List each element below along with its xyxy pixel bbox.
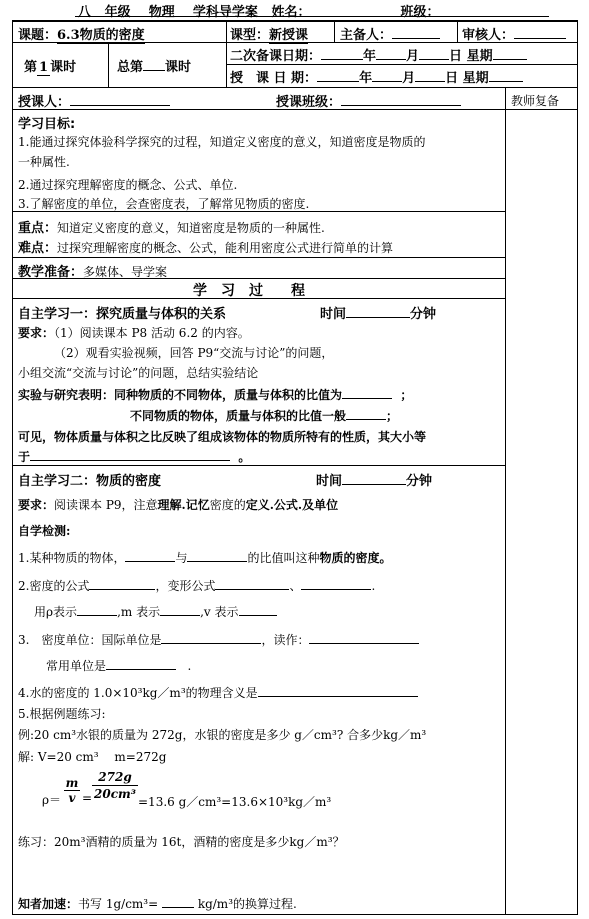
si-unit-blank[interactable] <box>161 632 261 644</box>
experiment-text-a: 实验与研究表明：同种物质的不同物体，质量与体积的比值为 <box>18 388 343 402</box>
q3-d: . <box>187 659 192 673</box>
preparer-label: 主备人： <box>340 28 393 43</box>
m-blank[interactable] <box>160 604 200 616</box>
doc-type: 学科导学案 <box>192 5 258 20</box>
goals-title: 学习目标: <box>18 117 76 132</box>
lesson-type-value: 新授课 <box>269 28 309 43</box>
q2-b: ，变形公式 <box>155 579 216 593</box>
fraction-denominator: 20cm³ <box>94 787 136 801</box>
second-prep-month-blank[interactable] <box>376 48 406 60</box>
section-1-time-blank[interactable] <box>346 306 410 318</box>
topic-value: 6.3物质的密度 <box>57 28 145 43</box>
second-prep-date-row <box>230 45 527 64</box>
section-1-req-1 <box>18 324 250 341</box>
punct: 。 <box>238 450 251 464</box>
punct: ； <box>386 409 399 423</box>
week-label: 星期 <box>466 49 493 64</box>
key-point-label: 重点： <box>18 221 58 236</box>
common-unit-blank[interactable] <box>106 658 176 670</box>
question-5: 5.根据例题练习: <box>18 707 106 721</box>
q3-c: 常用单位是 <box>46 659 107 673</box>
day-label: 日 <box>449 49 463 64</box>
prefix: 于 <box>18 450 31 464</box>
lesson-suffix: 课时 <box>50 60 77 75</box>
q3-b: ，读作： <box>261 633 310 647</box>
section-2-title: 自主学习二：物质的密度 <box>18 474 162 489</box>
q1-a: 1.某种物质的物体， <box>18 551 126 565</box>
total-blank[interactable] <box>143 59 165 71</box>
second-prep-label: 二次备课日期： <box>230 49 322 64</box>
punct: ； <box>400 388 413 402</box>
v-symbol-text: ,v 表示 <box>200 605 239 619</box>
teach-week-blank[interactable] <box>489 70 523 82</box>
second-prep-year-blank[interactable] <box>321 48 363 60</box>
section-1-req-2: （2）观看实验视频，回答 P9“交流与讨论”的问题， <box>54 346 334 360</box>
reviewer-label: 审核人： <box>462 28 515 43</box>
grade: 八 <box>78 5 92 20</box>
topic-label: 课题： <box>18 28 58 43</box>
q3-a: 3. 密度单位：国际单位是 <box>18 633 162 647</box>
requirement-label: 要求： <box>18 498 55 512</box>
fraction-numerator: m <box>65 776 79 790</box>
time-label: 时间 <box>320 307 347 322</box>
day-label: 日 <box>445 71 459 86</box>
req-b: 理解.记忆 <box>157 498 210 512</box>
teacher-label: 授课人： <box>18 95 71 110</box>
ratio-same-blank[interactable] <box>342 387 392 399</box>
q1-b: 与 <box>175 551 188 565</box>
teacher-cell <box>18 91 170 110</box>
teach-year-blank[interactable] <box>317 70 359 82</box>
subject: 物理 <box>148 5 175 20</box>
section-2-requirement <box>18 496 338 513</box>
year-label: 年 <box>363 49 377 64</box>
fraction-numerator: 272g <box>92 770 138 786</box>
question-2 <box>18 577 375 594</box>
section-1-time <box>320 303 436 322</box>
question-1 <box>18 549 392 566</box>
teach-day-blank[interactable] <box>415 70 445 82</box>
req-c: 密度的 <box>209 498 246 512</box>
process-title: 学 习 过 程 <box>193 283 305 299</box>
rho-symbol-text: 用ρ表示 <box>34 605 78 619</box>
q1-c: 的比值叫这种 <box>247 551 320 565</box>
teach-class-label: 授课班级： <box>276 95 342 110</box>
experiment-line-c: 可见，物体质量与体积之比反映了组成该物体的物质所特有的性质，其大小等 <box>18 430 427 444</box>
class-label: 班级： <box>400 5 440 20</box>
lesson-number: 1 <box>39 60 49 75</box>
q2-d: . <box>371 579 376 593</box>
example-given: 解: V=20 cm³ m=272g <box>18 750 167 764</box>
example-problem: 例:20 cm³水银的质量为 272g，水银的密度是多少 g／cm³? 合多少kg／m³ <box>18 728 427 742</box>
lesson-number-cell <box>24 56 76 75</box>
extension-a: 书写 1g/cm³= <box>78 897 159 911</box>
teach-class-cell <box>276 91 461 110</box>
variant-formula-blank-2[interactable] <box>301 578 371 590</box>
teach-date-label: 授 课 日 期： <box>230 71 318 86</box>
formula-blank[interactable] <box>89 578 155 590</box>
fraction-m-over-v <box>64 776 80 805</box>
section-1-req-3: 小组交流“交流与讨论”的问题，总结实验结论 <box>18 366 259 380</box>
reviewer-cell <box>462 24 566 43</box>
extension-b: kg/m³的换算过程. <box>197 897 297 911</box>
requirement-1-text: （1）阅读课本 P8 活动 6.2 的内容。 <box>54 326 250 340</box>
week-label: 星期 <box>462 71 489 86</box>
experiment-line-a <box>18 386 412 403</box>
reviewer-blank[interactable] <box>514 27 566 39</box>
experiment-line-b <box>130 407 398 424</box>
month-label: 月 <box>406 49 420 64</box>
section-2-time <box>316 470 432 489</box>
teacher-blank[interactable] <box>70 94 170 106</box>
time-label: 时间 <box>316 474 343 489</box>
teach-class-blank[interactable] <box>341 94 461 106</box>
fraction-denominator: v <box>68 791 76 805</box>
conversion-blank[interactable] <box>162 896 194 908</box>
goal-1-line-1: 1.能通过探究体验科学探究的过程，知道定义密度的意义，知道密度是物质的 <box>18 135 426 149</box>
practice-problem: 练习：20m³酒精的质量为 16t，酒精的密度是多少kg／m³？ <box>18 835 345 849</box>
document-header <box>78 1 439 20</box>
total-suffix: 课时 <box>165 60 192 75</box>
self-check-title: 自学检测: <box>18 524 71 538</box>
teach-date-row <box>230 67 523 86</box>
property-blank[interactable] <box>30 449 230 461</box>
difficulty-label: 难点： <box>18 241 58 256</box>
question-2-symbols <box>34 603 277 620</box>
v-blank[interactable] <box>239 604 277 616</box>
experiment-line-d <box>18 448 250 465</box>
preparer-cell <box>340 24 440 43</box>
year-label: 年 <box>359 71 373 86</box>
ratio-different-blank[interactable] <box>346 408 386 420</box>
fraction-mass-over-volume <box>92 770 138 801</box>
rho-blank[interactable] <box>77 604 117 616</box>
q1-blank-1[interactable] <box>125 550 175 562</box>
difficulty-row <box>18 237 393 256</box>
question-3-common <box>46 657 191 674</box>
q1-d: 物质的密度。 <box>319 551 392 565</box>
lesson-type-label: 课型： <box>230 28 270 43</box>
meaning-blank[interactable] <box>258 685 418 697</box>
grade-suffix: 年级 <box>104 5 131 20</box>
req-d: 定义.公式.及单位 <box>245 498 339 512</box>
extension-task <box>18 895 297 912</box>
total-prefix: 总第 <box>117 60 144 75</box>
topic-cell <box>18 24 145 43</box>
density-result: =13.6 g／cm³=13.6×10³kg／m³ <box>138 795 332 809</box>
total-lesson-cell <box>117 56 191 75</box>
teaching-prep-text: 多媒体、导学案 <box>83 265 168 279</box>
goal-1-line-2: 一种属性. <box>18 155 70 169</box>
section-1-title: 自主学习一：探究质量与体积的关系 <box>18 307 227 322</box>
lesson-prefix: 第 <box>24 60 38 75</box>
section-2-time-blank[interactable] <box>342 473 406 485</box>
table-top-border <box>12 20 578 22</box>
month-label: 月 <box>402 71 416 86</box>
second-prep-week-blank[interactable] <box>493 48 527 60</box>
requirement-label: 要求： <box>18 326 55 340</box>
rho-symbol: ρ＝ <box>42 793 62 807</box>
goal-3: 3.了解密度的单位，会查密度表，了解常见物质的密度. <box>18 197 310 211</box>
pronunciation-blank[interactable] <box>309 632 419 644</box>
difficulty-text: 过探究理解密度的概念、公式，能利用密度公式进行简单的计算 <box>57 241 394 255</box>
time-unit: 分钟 <box>406 474 433 489</box>
extension-label: 知者加速： <box>18 897 79 911</box>
q1-blank-2[interactable] <box>187 550 247 562</box>
teaching-prep-row <box>18 261 167 280</box>
q2-a: 2.密度的公式 <box>18 579 90 593</box>
question-3 <box>18 631 419 648</box>
equals-sign: = <box>82 791 93 805</box>
key-point-text: 知道定义密度的意义，知道密度是物质的一种属性. <box>57 221 325 235</box>
goal-2: 2.通过探究理解密度的概念、公式、单位. <box>18 178 238 192</box>
lesson-type-cell <box>230 24 308 43</box>
experiment-text-b: 不同物质的物体，质量与体积的比值一般 <box>130 409 347 423</box>
teach-month-blank[interactable] <box>372 70 402 82</box>
second-prep-day-blank[interactable] <box>419 48 449 60</box>
key-point-row <box>18 217 325 236</box>
time-unit: 分钟 <box>410 307 437 322</box>
question-4 <box>18 684 418 701</box>
teacher-review-column-header: 教师复备 <box>511 94 560 108</box>
q2-c: 、 <box>289 579 302 593</box>
q4-text: 4.水的密度的 1.0×10³kg／m³的物理含义是 <box>18 686 258 700</box>
preparer-blank[interactable] <box>392 27 440 39</box>
variant-formula-blank-1[interactable] <box>215 578 289 590</box>
name-label: 姓名： <box>271 5 311 20</box>
teaching-prep-label: 教学准备： <box>18 265 84 280</box>
req-a: 阅读课本 P9，注意 <box>54 498 158 512</box>
m-symbol-text: ,m 表示 <box>117 605 161 619</box>
